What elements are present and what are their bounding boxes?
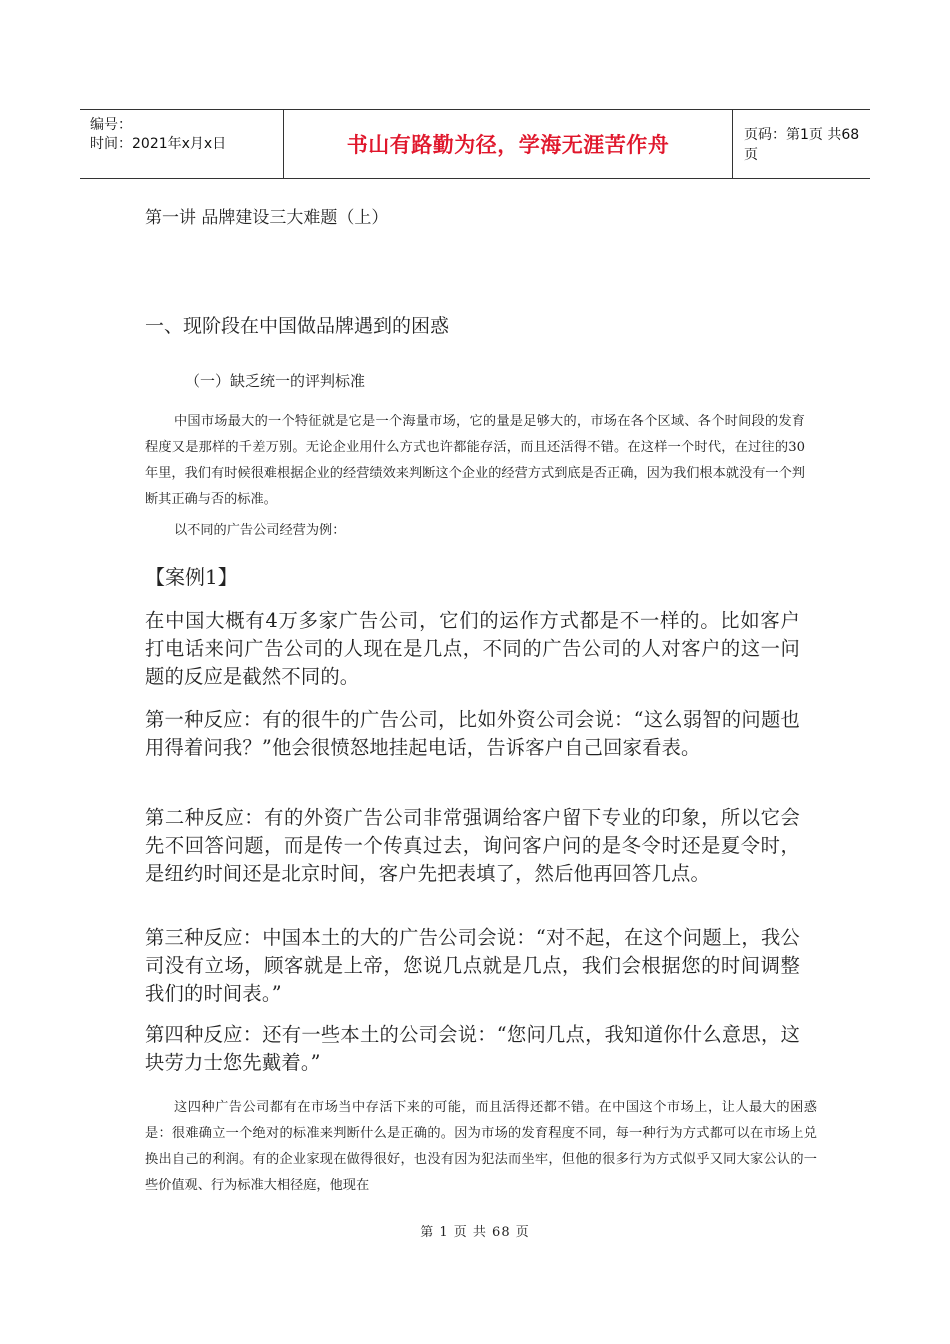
- case-paragraph: 第三种反应：中国本土的大的广告公司会说：“对不起，在这个问题上，我公司没有立场，顾客就是上帝，您说几点就是几点，我们会根据您的时间调整我们的时间表。”: [145, 926, 800, 1005]
- page-header: [80, 109, 870, 179]
- header-motto: 书山有路勤为径，学海无涯苦作舟: [283, 110, 733, 178]
- closing-paragraph: 这四种广告公司都有在市场当中存活下来的可能，而且活得还都不错。在中国这个市场上，让人最大的困惑是：很难确立一个绝对的标准来判断什么是正确的。因为市场的发育程度不同，每一种行为方式都可以在市场上兑换出自己的利润。有的企业家现在做得很好，也没有因为犯法而坐牢，但他的很多行为方式似乎又同大家公认的一些价值观、行为标准大相径庭，他现在: [145, 1100, 817, 1193]
- header-number-label: 编号：: [90, 117, 132, 133]
- case-paragraph: 第二种反应：有的外资广告公司非常强调给客户留下专业的印象，所以它会先不回答问题，而是传一个传真过去，询问客户问的是冬令时还是夏令时，是纽约时间还是北京时间，客户先把表填了，然后他再回答几点。: [145, 806, 800, 885]
- body-paragraph: 以不同的广告公司经营为例：: [174, 523, 346, 538]
- subsection-title: （一）缺乏统一的评判标准: [185, 372, 366, 390]
- header-meta: [90, 116, 226, 154]
- case-paragraph: 第一种反应：有的很牛的广告公司，比如外资公司会说：“这么弱智的问题也用得着问我？”他会很愤怒地挂起电话，告诉客户自己回家看表。: [145, 708, 800, 759]
- case-paragraph: 在中国大概有4万多家广告公司，它们的运作方式都是不一样的。比如客户打电话来问广告公司的人现在是几点，不同的广告公司的人对客户的这一问题的反应是截然不同的。: [145, 609, 800, 688]
- case-paragraph: 第四种反应：还有一些本土的公司会说：“您问几点，我知道你什么意思，这块劳力士您先戴着。”: [145, 1023, 800, 1074]
- section-title: 一、现阶段在中国做品牌遇到的困惑: [145, 315, 450, 337]
- case-title: 【案例1】: [145, 565, 238, 589]
- lecture-title: 第一讲 品牌建设三大难题（上）: [145, 208, 389, 228]
- header-time-label: 时间：2021年x月x日: [90, 136, 227, 152]
- body-paragraph: 中国市场最大的一个特征就是它是一个海量市场，它的量是足够大的，市场在各个区域、各个时间段的发育程度又是那样的千差万别。无论企业用什么方式也许都能存活，而且还活得不错。在这样一个时代，在过往的30年里，我们有时候很难根据企业的经营绩效来判断这个企业的经营方式到底是否正确，因为我们根本就没有一个判断其正确与否的标准。: [145, 414, 805, 507]
- page-footer: 第 1 页 共 68 页: [420, 1225, 530, 1240]
- header-page-info: 页码：第1页 共68页: [744, 127, 860, 163]
